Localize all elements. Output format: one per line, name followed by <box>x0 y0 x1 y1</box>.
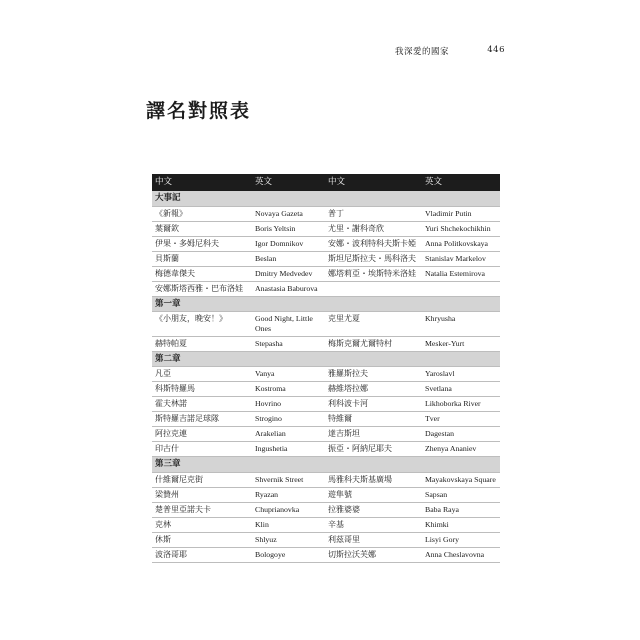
english-term-cell: Chuprianovka <box>252 502 325 517</box>
english-term-cell: Klin <box>252 517 325 532</box>
table-row <box>152 397 500 412</box>
english-term-cell: Dmitry Medvedev <box>252 266 325 281</box>
chinese-term-cell <box>325 281 422 296</box>
section-title: 第三章 <box>152 457 500 473</box>
section-title: 第一章 <box>152 296 500 312</box>
table-row <box>152 412 500 427</box>
chinese-term-cell: 阿拉克連 <box>152 427 252 442</box>
english-term-cell: Zhenya Ananiev <box>422 442 500 457</box>
section-title: 第二章 <box>152 351 500 367</box>
chinese-term-cell: 安娜・波利特科夫斯卡婭 <box>325 236 422 251</box>
column-header-english-2: 英文 <box>422 174 500 191</box>
column-header-chinese-1: 中文 <box>152 174 252 191</box>
table-row <box>152 251 500 266</box>
chinese-term-cell: 赫維塔拉娜 <box>325 382 422 397</box>
english-term-cell: Dagestan <box>422 427 500 442</box>
chinese-term-cell: 赫特帕夏 <box>152 336 252 351</box>
english-term-cell: Ingushetia <box>252 442 325 457</box>
table-row <box>152 442 500 457</box>
table-row <box>152 312 500 336</box>
english-term-cell: Ryazan <box>252 487 325 502</box>
running-header <box>395 45 505 57</box>
table-row <box>152 336 500 351</box>
chinese-term-cell: 霍夫林諾 <box>152 397 252 412</box>
chinese-term-cell: 梅德韋傑夫 <box>152 266 252 281</box>
table-row <box>152 472 500 487</box>
chinese-term-cell: 普丁 <box>325 206 422 221</box>
chinese-term-cell: 什維爾尼克街 <box>152 472 252 487</box>
table-row <box>152 382 500 397</box>
table-row <box>152 281 500 296</box>
chinese-term-cell: 安娜斯塔西雅・巴布洛娃 <box>152 281 252 296</box>
chinese-term-cell: 克林 <box>152 517 252 532</box>
english-term-cell: Arakelian <box>252 427 325 442</box>
chinese-term-cell: 凡亞 <box>152 367 252 382</box>
section-header-row <box>152 457 500 473</box>
table-row <box>152 266 500 281</box>
chinese-term-cell: 《新報》 <box>152 206 252 221</box>
chinese-term-cell: 伊果・多姆尼科夫 <box>152 236 252 251</box>
english-term-cell: Kostroma <box>252 382 325 397</box>
english-term-cell: Novaya Gazeta <box>252 206 325 221</box>
english-term-cell: Tver <box>422 412 500 427</box>
chinese-term-cell: 切斯拉沃芙娜 <box>325 547 422 562</box>
table-row <box>152 517 500 532</box>
english-term-cell: Anastasia Baburova <box>252 281 325 296</box>
page-title: 譯名對照表 <box>146 100 252 122</box>
table-header-row <box>152 174 500 191</box>
english-term-cell: Vanya <box>252 367 325 382</box>
chinese-term-cell: 利茲哥里 <box>325 532 422 547</box>
english-term-cell: Shvernik Street <box>252 472 325 487</box>
english-term-cell: Likhoborka River <box>422 397 500 412</box>
english-term-cell: Khryusha <box>422 312 500 336</box>
table-row <box>152 367 500 382</box>
english-term-cell: Stanislav Markelov <box>422 251 500 266</box>
column-header-english-1: 英文 <box>252 174 325 191</box>
english-term-cell: Natalia Estemirova <box>422 266 500 281</box>
chinese-term-cell: 振亞・阿納尼耶夫 <box>325 442 422 457</box>
chinese-term-cell: 娜塔莉亞・埃斯特米洛娃 <box>325 266 422 281</box>
english-term-cell: Mesker-Yurt <box>422 336 500 351</box>
english-term-cell: Lisyi Gory <box>422 532 500 547</box>
english-term-cell: Khimki <box>422 517 500 532</box>
section-title: 大事記 <box>152 191 500 206</box>
english-term-cell: Beslan <box>252 251 325 266</box>
english-term-cell: Baba Raya <box>422 502 500 517</box>
chinese-term-cell: 遊隼號 <box>325 487 422 502</box>
chinese-term-cell: 拉雅婆婆 <box>325 502 422 517</box>
english-term-cell: Strogino <box>252 412 325 427</box>
chinese-term-cell: 梅斯克爾尤爾特村 <box>325 336 422 351</box>
table-row <box>152 487 500 502</box>
section-header-row <box>152 191 500 206</box>
english-term-cell: Igor Domnikov <box>252 236 325 251</box>
english-term-cell: Yuri Shchekochikhin <box>422 221 500 236</box>
english-term-cell: Svetlana <box>422 382 500 397</box>
chinese-term-cell: 梁贊州 <box>152 487 252 502</box>
table-row <box>152 502 500 517</box>
english-term-cell: Vladimir Putin <box>422 206 500 221</box>
chinese-term-cell: 印古什 <box>152 442 252 457</box>
chinese-term-cell: 斯特羅吉諾足球隊 <box>152 412 252 427</box>
chinese-term-cell: 特維爾 <box>325 412 422 427</box>
english-term-cell: Stepasha <box>252 336 325 351</box>
chinese-term-cell: 馬雅科夫斯基廣場 <box>325 472 422 487</box>
chinese-term-cell: 貝斯蘭 <box>152 251 252 266</box>
chinese-term-cell: 利科波卡河 <box>325 397 422 412</box>
english-term-cell: Bologoye <box>252 547 325 562</box>
chinese-term-cell: 科斯特羅馬 <box>152 382 252 397</box>
table-row <box>152 427 500 442</box>
table-row <box>152 206 500 221</box>
glossary-body <box>152 191 500 562</box>
english-term-cell: Mayakovskaya Square <box>422 472 500 487</box>
chinese-term-cell: 楚普里亞諾夫卡 <box>152 502 252 517</box>
chinese-term-cell: 達吉斯坦 <box>325 427 422 442</box>
english-term-cell: Sapsan <box>422 487 500 502</box>
chinese-term-cell: 波洛哥耶 <box>152 547 252 562</box>
chinese-term-cell: 雅羅斯拉夫 <box>325 367 422 382</box>
table-row <box>152 532 500 547</box>
table-row <box>152 221 500 236</box>
english-term-cell: Anna Cheslavovna <box>422 547 500 562</box>
section-header-row <box>152 296 500 312</box>
english-term-cell <box>422 281 500 296</box>
chinese-term-cell: 休斯 <box>152 532 252 547</box>
section-header-row <box>152 351 500 367</box>
chinese-term-cell: 葉爾欽 <box>152 221 252 236</box>
table-row <box>152 547 500 562</box>
chinese-term-cell: 尤里・謝科奇欣 <box>325 221 422 236</box>
english-term-cell: Yaroslavl <box>422 367 500 382</box>
chinese-term-cell: 辛基 <box>325 517 422 532</box>
chinese-term-cell: 斯坦尼斯拉夫・馬科洛夫 <box>325 251 422 266</box>
chinese-term-cell: 《小朋友，晚安！》 <box>152 312 252 336</box>
column-header-chinese-2: 中文 <box>325 174 422 191</box>
english-term-cell: Shlyuz <box>252 532 325 547</box>
page-number: 446 <box>487 45 505 55</box>
english-term-cell: Hovrino <box>252 397 325 412</box>
glossary-table <box>152 174 500 563</box>
chinese-term-cell: 克里尤夏 <box>325 312 422 336</box>
english-term-cell: Good Night, Little Ones <box>252 312 325 336</box>
english-term-cell: Boris Yeltsin <box>252 221 325 236</box>
book-title: 我深愛的國家 <box>395 47 450 57</box>
english-term-cell: Anna Politkovskaya <box>422 236 500 251</box>
table-row <box>152 236 500 251</box>
